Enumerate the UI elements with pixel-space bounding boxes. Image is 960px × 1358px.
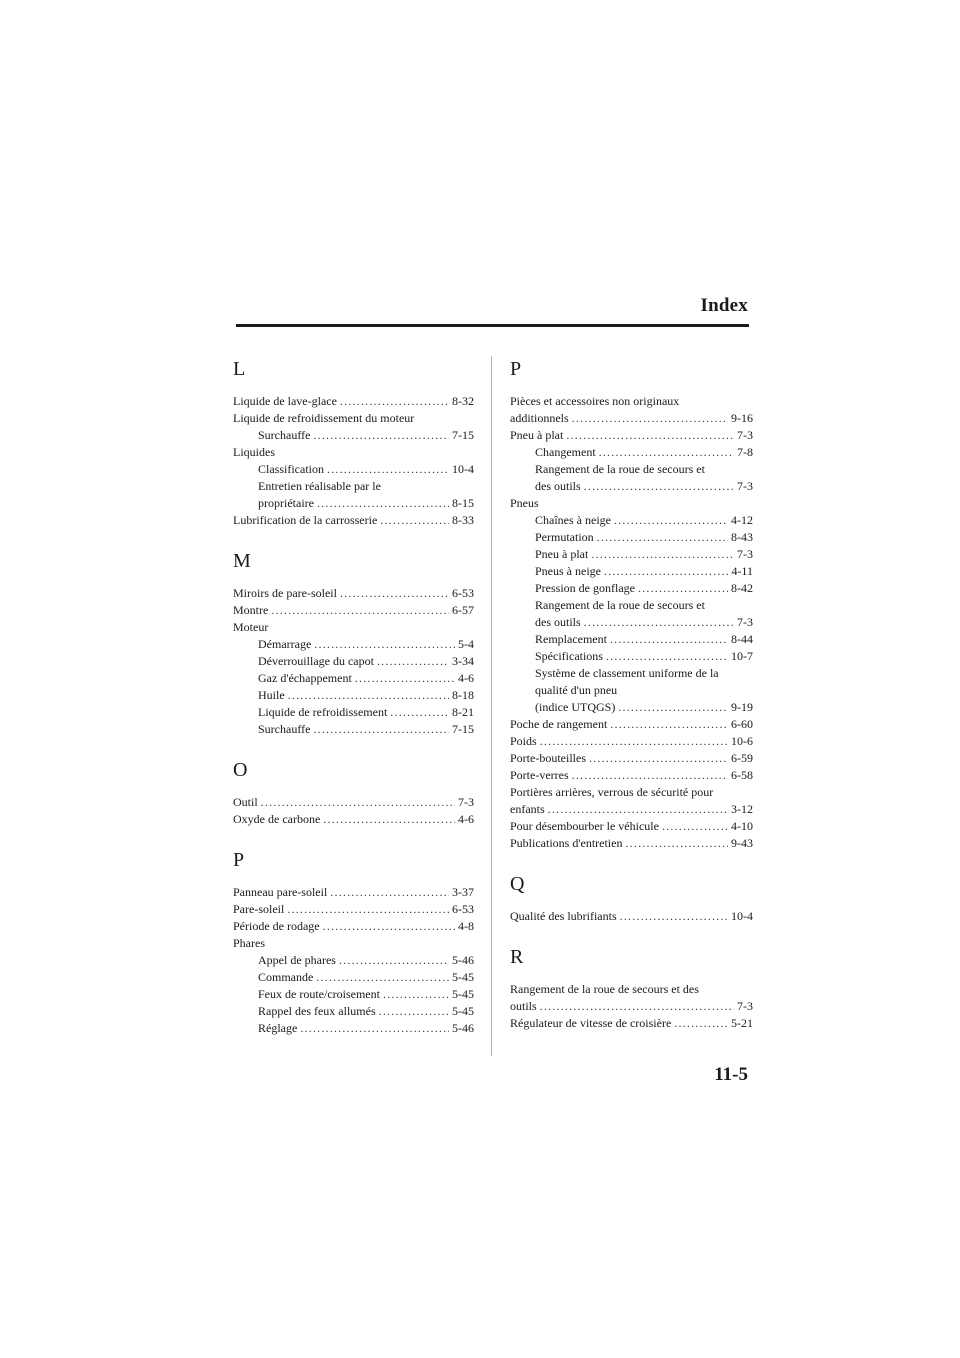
- index-entry: [233, 444, 474, 461]
- index-column-left: [233, 355, 474, 1037]
- entry-page-ref: 4-6: [458, 812, 474, 826]
- index-entry: [233, 935, 474, 952]
- dot-leader: [380, 512, 449, 529]
- dot-leader: [610, 631, 728, 648]
- index-entry: [510, 410, 753, 427]
- dot-leader: [604, 563, 728, 580]
- section-letter: P: [510, 358, 522, 380]
- entry-page-ref: 5-45: [452, 1004, 474, 1018]
- entry-text: Liquide de refroidissement: [258, 705, 388, 719]
- entry-page-ref: 5-46: [452, 953, 474, 967]
- entry-page-ref: 8-33: [452, 513, 474, 527]
- index-entry: [233, 918, 474, 935]
- entry-text: des outils: [535, 615, 581, 629]
- dot-leader: [597, 529, 728, 546]
- entry-text: Montre: [233, 603, 269, 617]
- index-entry: [510, 427, 753, 444]
- index-section: [510, 943, 753, 1032]
- entry-text: Porte-verres: [510, 768, 569, 782]
- index-entry: [510, 733, 753, 750]
- entry-page-ref: 6-58: [731, 768, 753, 782]
- index-subentry: [510, 614, 753, 631]
- entry-text: Poids: [510, 734, 537, 748]
- index-subentry: [510, 682, 753, 699]
- entry-page-ref: 8-42: [731, 581, 753, 595]
- index-section: [233, 547, 474, 738]
- section-letter: O: [233, 759, 248, 781]
- entry-page-ref: 6-53: [452, 586, 474, 600]
- entry-page-ref: 4-8: [458, 919, 474, 933]
- entry-page-ref: 8-44: [731, 632, 753, 646]
- entry-page-ref: 8-21: [452, 705, 474, 719]
- index-entry: [233, 585, 474, 602]
- index-subentry: [233, 1003, 474, 1020]
- section-letter: R: [510, 946, 524, 968]
- index-subentry: [233, 670, 474, 687]
- entry-text: Commande: [258, 970, 314, 984]
- entry-text: qualité d'un pneu: [535, 683, 618, 697]
- entry-page-ref: 10-4: [731, 909, 753, 923]
- dot-leader: [625, 835, 728, 852]
- entry-page-ref: 5-46: [452, 1021, 474, 1035]
- entry-text: Pneu à plat: [510, 428, 564, 442]
- entry-text: Surchauffe: [258, 722, 311, 736]
- index-entry: [233, 811, 474, 828]
- header-rule: [236, 324, 749, 327]
- index-subentry: [510, 563, 753, 580]
- entry-text: Porte-bouteilles: [510, 751, 586, 765]
- entry-page-ref: 7-3: [737, 999, 753, 1013]
- index-entry: [510, 767, 753, 784]
- index-entry: [233, 884, 474, 901]
- entry-text: Pneus à neige: [535, 564, 601, 578]
- index-entry: [510, 818, 753, 835]
- dot-leader: [589, 750, 728, 767]
- index-entry: [510, 1015, 753, 1032]
- index-subentry: [510, 631, 753, 648]
- entry-text: Poche de rangement: [510, 717, 608, 731]
- index-subentry: [233, 636, 474, 653]
- dot-leader: [584, 614, 734, 631]
- dot-leader: [610, 716, 728, 733]
- section-letter: L: [233, 358, 246, 380]
- dot-leader: [313, 427, 449, 444]
- dot-leader: [566, 427, 734, 444]
- index-section: [510, 870, 753, 925]
- entry-text: Régulateur de vitesse de croisière: [510, 1016, 672, 1030]
- index-entry: [510, 750, 753, 767]
- entry-text: Pour désembourber le véhicule: [510, 819, 659, 833]
- dot-leader: [330, 884, 449, 901]
- entry-text: Portières arrières, verrous de sécurité pour: [510, 785, 714, 799]
- index-subentry: [510, 597, 753, 614]
- dot-leader: [599, 444, 734, 461]
- index-section: [233, 846, 474, 1037]
- entry-text: Spécifications: [535, 649, 603, 663]
- entry-page-ref: 5-21: [731, 1016, 753, 1030]
- dot-leader: [674, 1015, 728, 1032]
- entry-text: Chaînes à neige: [535, 513, 611, 527]
- entry-page-ref: 7-8: [737, 445, 753, 459]
- entry-text: Liquide de lave-glace: [233, 394, 337, 408]
- entry-text: Moteur: [233, 620, 269, 634]
- entry-page-ref: 9-16: [731, 411, 753, 425]
- index-subentry: [233, 721, 474, 738]
- entry-text: enfants: [510, 802, 545, 816]
- dot-leader: [540, 733, 728, 750]
- entry-text: Réglage: [258, 1021, 298, 1035]
- entry-page-ref: 5-4: [458, 637, 474, 651]
- dot-leader: [313, 721, 449, 738]
- entry-text: Huile: [258, 688, 285, 702]
- index-subentry: [233, 478, 474, 495]
- entry-text: propriétaire: [258, 496, 314, 510]
- dot-leader: [662, 818, 728, 835]
- index-section: [510, 355, 753, 852]
- entry-page-ref: 10-4: [452, 462, 474, 476]
- entry-page-ref: 5-45: [452, 987, 474, 1001]
- index-subentry: [510, 461, 753, 478]
- entry-text: Entretien réalisable par le: [258, 479, 381, 493]
- entry-text: Panneau pare-soleil: [233, 885, 328, 899]
- index-subentry: [233, 1020, 474, 1037]
- dot-leader: [261, 794, 455, 811]
- index-entry: [510, 495, 753, 512]
- dot-leader: [584, 478, 734, 495]
- entry-page-ref: 5-45: [452, 970, 474, 984]
- entry-text: Rangement de la roue de secours et des: [510, 982, 699, 996]
- index-entry: [233, 393, 474, 410]
- entry-text: Liquide de refroidissement du moteur: [233, 411, 415, 425]
- dot-leader: [300, 1020, 449, 1037]
- index-subentry: [233, 969, 474, 986]
- index-entry: [510, 908, 753, 925]
- entry-page-ref: 6-57: [452, 603, 474, 617]
- index-subentry: [510, 546, 753, 563]
- entry-text: Lubrification de la carrosserie: [233, 513, 378, 527]
- dot-leader: [390, 704, 449, 721]
- index-entry: [233, 901, 474, 918]
- entry-text: Permutation: [535, 530, 594, 544]
- dot-leader: [383, 986, 449, 1003]
- entry-page-ref: 4-10: [731, 819, 753, 833]
- entry-text: Système de classement uniforme de la: [535, 666, 719, 680]
- dot-leader: [327, 461, 449, 478]
- entry-text: Miroirs de pare-soleil: [233, 586, 337, 600]
- index-entry: [233, 512, 474, 529]
- entry-page-ref: 8-15: [452, 496, 474, 510]
- dot-leader: [271, 602, 449, 619]
- index-entry: [510, 998, 753, 1015]
- dot-leader: [355, 670, 455, 687]
- entry-page-ref: 8-18: [452, 688, 474, 702]
- entry-page-ref: 8-43: [731, 530, 753, 544]
- entry-page-ref: 10-7: [731, 649, 753, 663]
- dot-leader: [614, 512, 728, 529]
- index-section: [233, 355, 474, 529]
- entry-page-ref: 9-19: [731, 700, 753, 714]
- index-entry: [510, 393, 753, 410]
- dot-leader: [314, 636, 455, 653]
- dot-leader: [591, 546, 734, 563]
- dot-leader: [288, 687, 449, 704]
- entry-text: Pneu à plat: [535, 547, 589, 561]
- entry-text: (indice UTQGS): [535, 700, 616, 714]
- dot-leader: [377, 653, 449, 670]
- entry-text: Outil: [233, 795, 258, 809]
- entry-text: Démarrage: [258, 637, 312, 651]
- entry-page-ref: 8-32: [452, 394, 474, 408]
- entry-page-ref: 7-3: [737, 428, 753, 442]
- index-entry: [233, 410, 474, 427]
- entry-page-ref: 4-12: [731, 513, 753, 527]
- entry-text: Qualité des lubrifiants: [510, 909, 617, 923]
- dot-leader: [548, 801, 728, 818]
- dot-leader: [618, 699, 728, 716]
- index-entry: [510, 801, 753, 818]
- entry-page-ref: 3-34: [452, 654, 474, 668]
- index-entry: [233, 794, 474, 811]
- entry-page-ref: 7-3: [737, 479, 753, 493]
- entry-page-ref: 7-3: [737, 547, 753, 561]
- dot-leader: [316, 969, 449, 986]
- entry-text: Pièces et accessoires non originaux: [510, 394, 680, 408]
- entry-text: Feux de route/croisement: [258, 987, 380, 1001]
- index-subentry: [233, 461, 474, 478]
- dot-leader: [572, 767, 728, 784]
- entry-text: Déverrouillage du capot: [258, 654, 374, 668]
- entry-text: Oxyde de carbone: [233, 812, 321, 826]
- entry-text: Rangement de la roue de secours et: [535, 598, 705, 612]
- entry-text: Liquides: [233, 445, 275, 459]
- index-subentry: [233, 653, 474, 670]
- entry-text: Gaz d'échappement: [258, 671, 352, 685]
- index-subentry: [233, 495, 474, 512]
- entry-text: Pare-soleil: [233, 902, 285, 916]
- dot-leader: [540, 998, 734, 1015]
- entry-page-ref: 7-3: [458, 795, 474, 809]
- section-letter: M: [233, 550, 251, 572]
- dot-leader: [379, 1003, 449, 1020]
- entry-page-ref: 6-53: [452, 902, 474, 916]
- index-subentry: [510, 699, 753, 716]
- index-subentry: [510, 444, 753, 461]
- index-subentry: [510, 512, 753, 529]
- dot-leader: [323, 811, 455, 828]
- index-subentry: [510, 580, 753, 597]
- entry-text: Changement: [535, 445, 596, 459]
- page-header-title: Index: [700, 295, 748, 316]
- entry-page-ref: 6-59: [731, 751, 753, 765]
- entry-text: additionnels: [510, 411, 569, 425]
- index-entry: [233, 602, 474, 619]
- entry-text: Pression de gonflage: [535, 581, 635, 595]
- entry-text: Période de rodage: [233, 919, 320, 933]
- entry-text: Phares: [233, 936, 265, 950]
- dot-leader: [339, 952, 449, 969]
- dot-leader: [572, 410, 728, 427]
- entry-text: Rangement de la roue de secours et: [535, 462, 705, 476]
- dot-leader: [287, 901, 449, 918]
- entry-page-ref: 6-60: [731, 717, 753, 731]
- entry-page-ref: 7-15: [452, 428, 474, 442]
- index-entry: [510, 835, 753, 852]
- index-subentry: [510, 665, 753, 682]
- index-subentry: [233, 687, 474, 704]
- dot-leader: [638, 580, 728, 597]
- entry-text: Appel de phares: [258, 953, 336, 967]
- dot-leader: [317, 495, 449, 512]
- entry-text: Remplacement: [535, 632, 607, 646]
- entry-text: des outils: [535, 479, 581, 493]
- dot-leader: [323, 918, 455, 935]
- index-column-right: [510, 355, 753, 1032]
- entry-text: Pneus: [510, 496, 539, 510]
- entry-page-ref: 10-6: [731, 734, 753, 748]
- index-entry: [510, 981, 753, 998]
- section-letter: Q: [510, 873, 525, 895]
- dot-leader: [606, 648, 728, 665]
- entry-text: Publications d'entretien: [510, 836, 623, 850]
- index-entry: [510, 716, 753, 733]
- entry-page-ref: 7-3: [737, 615, 753, 629]
- entry-page-ref: 3-12: [731, 802, 753, 816]
- index-subentry: [510, 478, 753, 495]
- dot-leader: [340, 585, 449, 602]
- section-letter: P: [233, 849, 245, 871]
- entry-page-ref: 3-37: [452, 885, 474, 899]
- index-section: [233, 756, 474, 828]
- index-entry: [510, 784, 753, 801]
- index-subentry: [510, 529, 753, 546]
- page-number: 11-5: [714, 1064, 748, 1085]
- index-entry: [233, 619, 474, 636]
- dot-leader: [340, 393, 449, 410]
- entry-text: Surchauffe: [258, 428, 311, 442]
- entry-text: Rappel des feux allumés: [258, 1004, 376, 1018]
- column-divider: [491, 356, 492, 1056]
- entry-page-ref: 9-43: [731, 836, 753, 850]
- entry-page-ref: 4-6: [458, 671, 474, 685]
- entry-text: outils: [510, 999, 537, 1013]
- index-subentry: [510, 648, 753, 665]
- entry-page-ref: 7-15: [452, 722, 474, 736]
- index-subentry: [233, 952, 474, 969]
- dot-leader: [620, 908, 728, 925]
- entry-page-ref: 4-11: [731, 564, 753, 578]
- index-subentry: [233, 704, 474, 721]
- index-subentry: [233, 427, 474, 444]
- index-subentry: [233, 986, 474, 1003]
- entry-text: Classification: [258, 462, 324, 476]
